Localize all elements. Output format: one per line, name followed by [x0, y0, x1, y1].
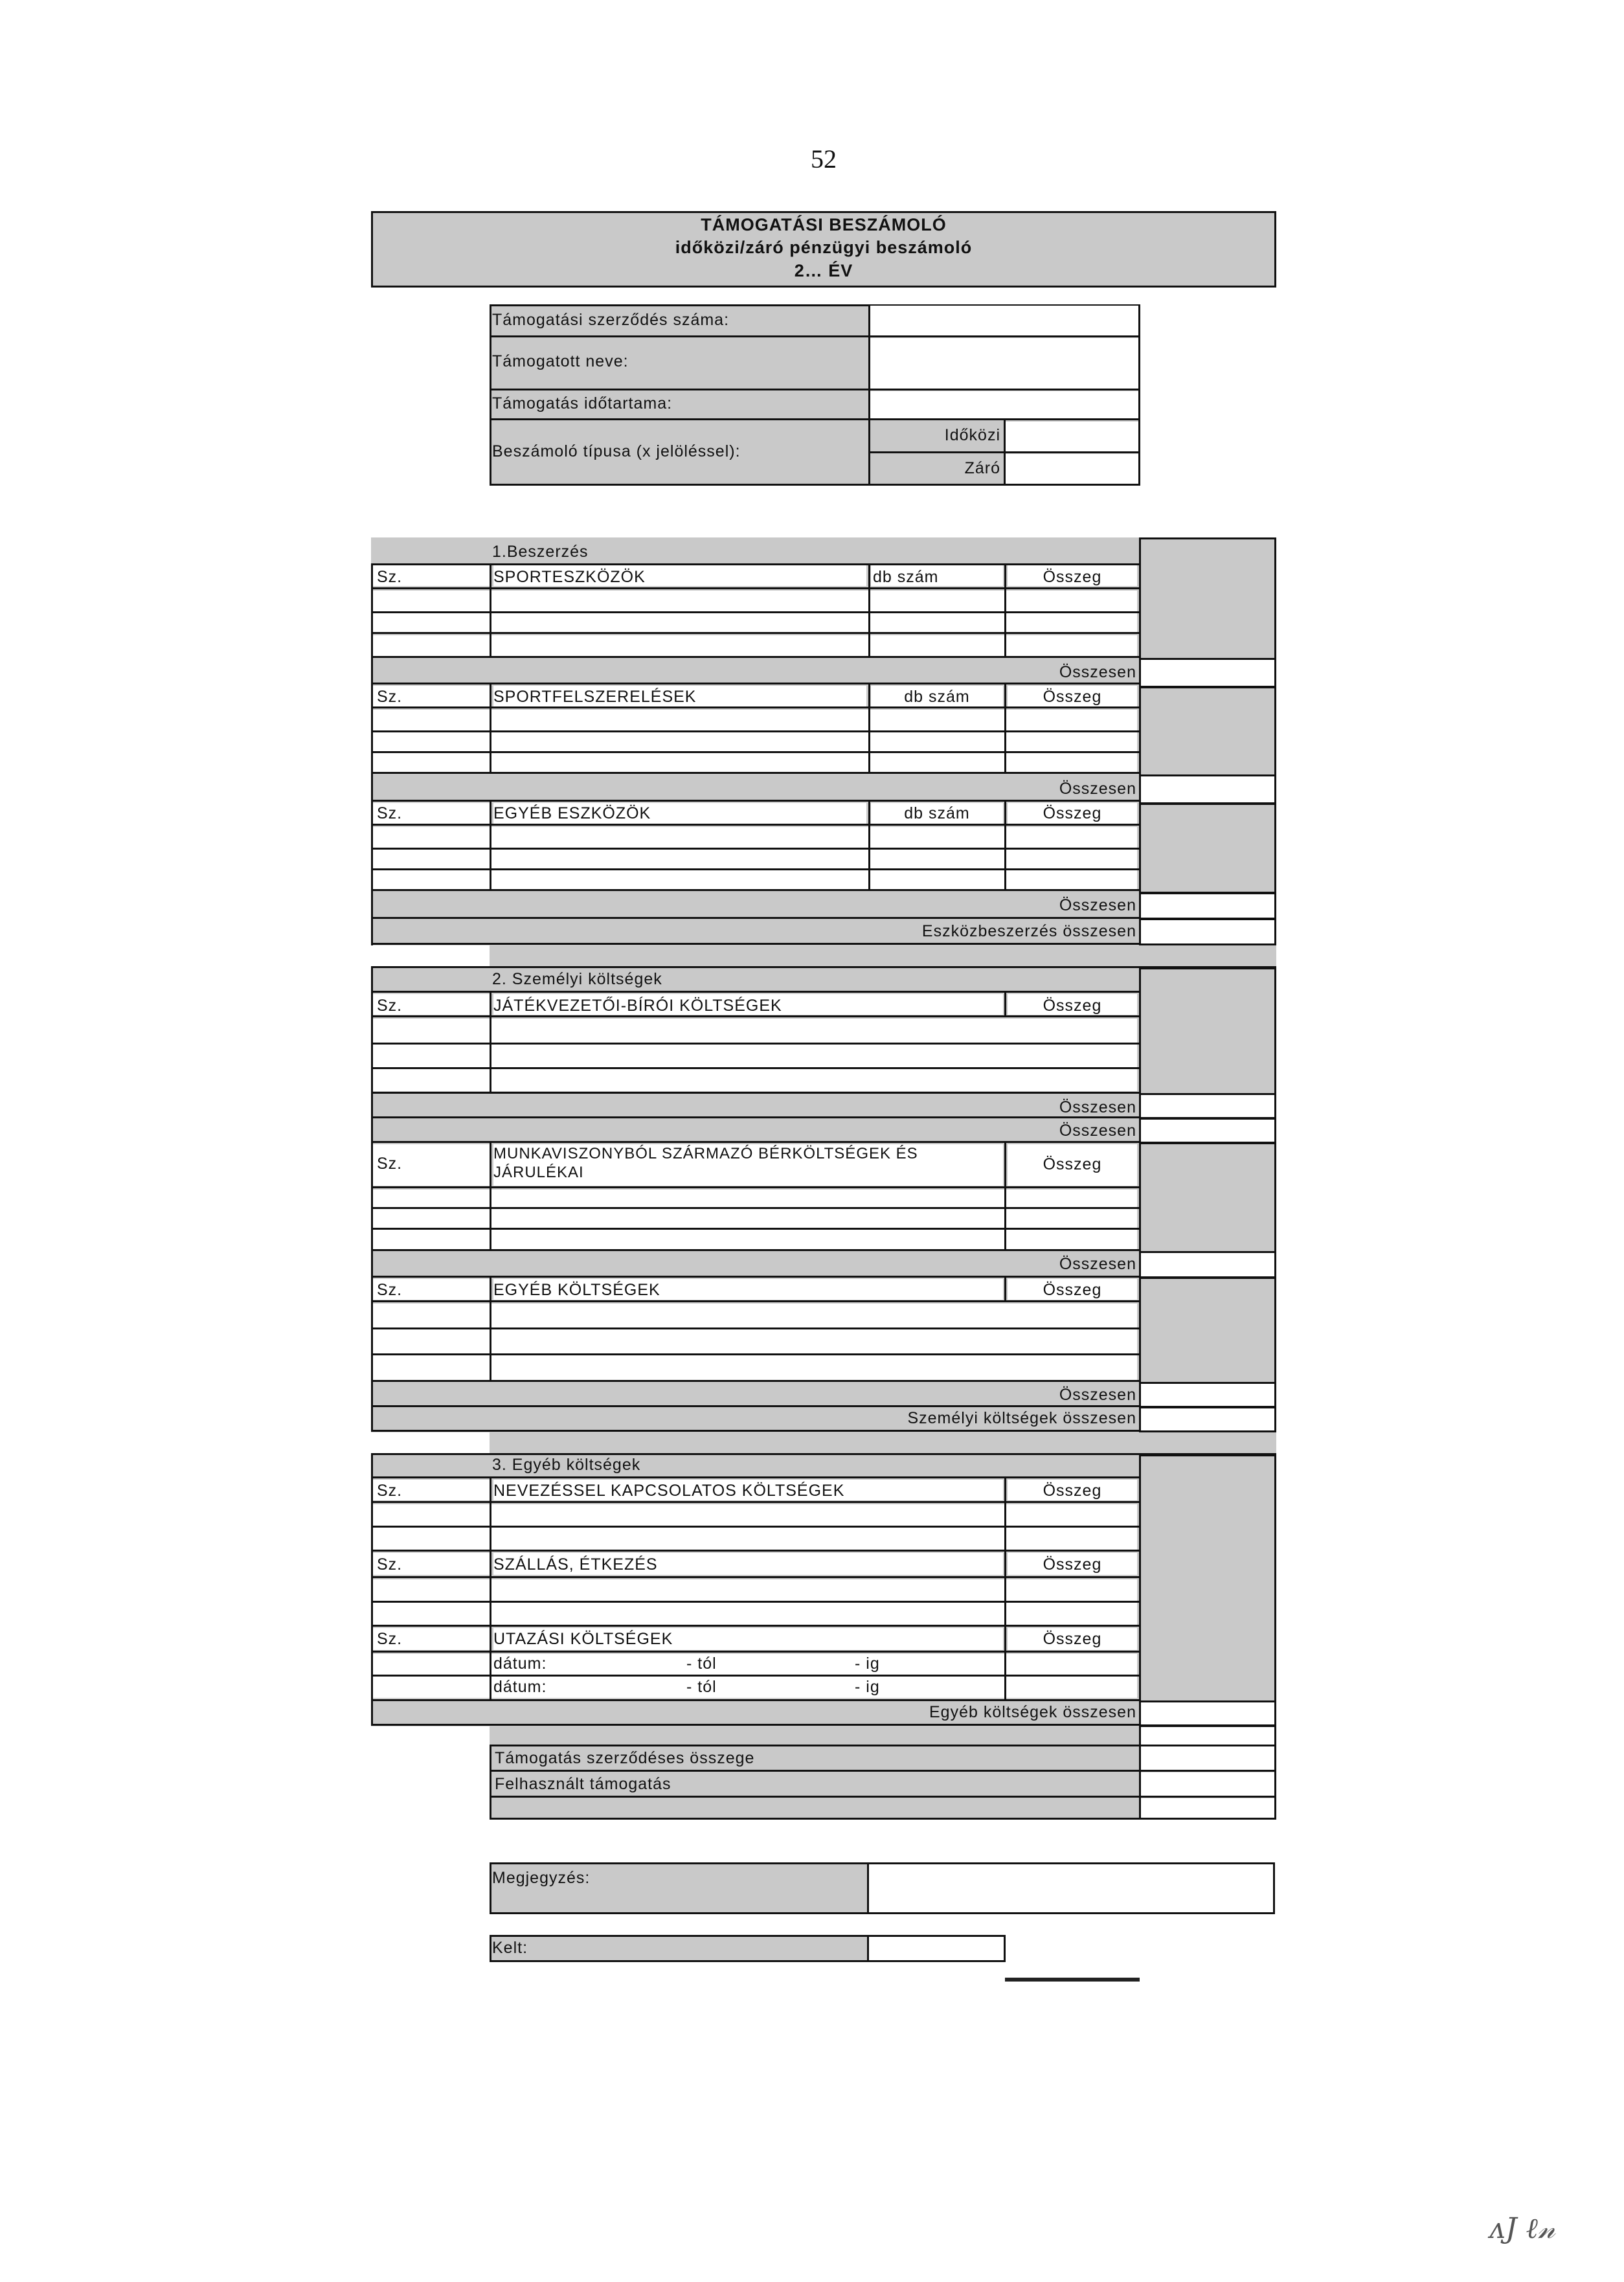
- to-label: - ig: [855, 1678, 880, 1696]
- sports-equipment-total[interactable]: [1139, 658, 1276, 688]
- table-row[interactable]: [373, 1190, 1137, 1249]
- amount-header: Összeg: [1043, 1482, 1102, 1500]
- sz-label: Sz.: [377, 688, 403, 706]
- referee-subtotal[interactable]: [1139, 1093, 1276, 1119]
- from-label: - tól: [686, 1655, 717, 1673]
- sz-label: Sz.: [377, 804, 403, 822]
- subtotal-label: Összesen: [1059, 1098, 1136, 1116]
- sports-gear-total[interactable]: [1139, 774, 1276, 804]
- handwritten-initials: ᴧJ ℓ𝓃: [1489, 2212, 1555, 2245]
- employment-costs-header-line1: MUNKAVISZONYBÓL SZÁRMAZÓ BÉRKÖLTSÉGEK ÉS: [493, 1145, 918, 1162]
- referee-costs-header: JÁTÉKVEZETŐI-BÍRÓI KÖLTSÉGEK: [493, 997, 782, 1015]
- employment-total[interactable]: [1139, 1251, 1276, 1278]
- amount-header: Összeg: [1043, 997, 1102, 1015]
- duration-field[interactable]: [870, 391, 1138, 418]
- sz-label: Sz.: [377, 1555, 403, 1574]
- other-costs-total[interactable]: [1139, 1700, 1276, 1726]
- amount-header: Összeg: [1043, 1555, 1102, 1574]
- personal-costs-total[interactable]: [1139, 1406, 1276, 1432]
- signature-line: [1005, 1978, 1140, 1982]
- duration-label: Támogatás időtartama:: [492, 394, 673, 412]
- sports-gear-header: SPORTFELSZERELÉSEK: [493, 688, 697, 706]
- quantity-header: db szám: [873, 568, 939, 586]
- interim-checkbox[interactable]: [1006, 422, 1138, 451]
- table-row[interactable]: [373, 635, 1137, 656]
- section2-title: 2. Személyi költségek: [492, 970, 662, 988]
- amount-header: Összeg: [1043, 568, 1102, 586]
- accommodation-header: SZÁLLÁS, ÉTKEZÉS: [493, 1555, 658, 1574]
- contract-number-field[interactable]: [870, 306, 1138, 335]
- asset-purchase-total-label: Eszközbeszerzés összesen: [921, 922, 1136, 940]
- used-amount-field[interactable]: [1141, 1772, 1274, 1796]
- amount-header: Összeg: [1043, 1281, 1102, 1299]
- section1-title: 1.Beszerzés: [492, 543, 589, 561]
- beneficiary-label: Támogatott neve:: [492, 352, 629, 370]
- subtotal-label: Összesen: [1059, 1122, 1136, 1140]
- sz-label: Sz.: [377, 997, 403, 1015]
- subtotal-label: Összesen: [1059, 663, 1136, 681]
- asset-purchase-total[interactable]: [1139, 918, 1276, 945]
- interim-label: Időközi: [944, 426, 1000, 444]
- final-checkbox[interactable]: [1006, 454, 1138, 484]
- section3-title: 3. Egyéb költségek: [492, 1456, 641, 1474]
- other-assets-header: EGYÉB ESZKÖZÖK: [493, 804, 651, 822]
- quantity-header: db szám: [904, 688, 970, 706]
- remarks-field[interactable]: [869, 1864, 1273, 1912]
- entry-costs-header: NEVEZÉSSEL KAPCSOLATOS KÖLTSÉGEK: [493, 1482, 845, 1500]
- personal-costs-total-label: Személyi költségek összesen: [907, 1409, 1136, 1427]
- amount-header: Összeg: [1043, 1155, 1102, 1173]
- page-number: 52: [811, 144, 837, 174]
- amount-header: Összeg: [1043, 804, 1102, 822]
- other-personal-costs-header: EGYÉB KÖLTSÉGEK: [493, 1281, 660, 1299]
- table-row[interactable]: [373, 710, 1137, 772]
- report-title: TÁMOGATÁSI BESZÁMOLÓ: [701, 215, 947, 234]
- subtotal-label: Összesen: [1059, 896, 1136, 914]
- contract-number-label: Támogatási szerződés száma:: [492, 311, 730, 329]
- date-field[interactable]: [869, 1937, 1004, 1960]
- sz-label: Sz.: [377, 1155, 403, 1173]
- table-row[interactable]: [373, 827, 1137, 889]
- subtotal-label: Összesen: [1059, 780, 1136, 798]
- subtotal-label: Összesen: [1059, 1386, 1136, 1404]
- travel-costs-header: UTAZÁSI KÖLTSÉGEK: [493, 1630, 673, 1648]
- subtotal-label: Összesen: [1059, 1255, 1136, 1273]
- contract-amount-field[interactable]: [1141, 1746, 1274, 1770]
- to-label: - ig: [855, 1655, 880, 1673]
- sz-label: Sz.: [377, 1281, 403, 1299]
- date-label: dátum:: [493, 1678, 547, 1696]
- used-amount-label: Felhasznált támogatás: [495, 1775, 671, 1793]
- final-label: Záró: [964, 459, 1000, 477]
- employment-costs-header-line2: JÁRULÉKAI: [493, 1164, 584, 1181]
- sz-label: Sz.: [377, 568, 403, 586]
- beneficiary-field[interactable]: [870, 338, 1138, 389]
- table-row[interactable]: [373, 1304, 1137, 1380]
- report-type-label: Beszámoló típusa (x jelöléssel):: [492, 442, 741, 460]
- from-label: - tól: [686, 1678, 717, 1696]
- contract-amount-label: Támogatás szerződéses összege: [495, 1749, 755, 1767]
- remarks-label: Megjegyzés:: [492, 1869, 591, 1887]
- referee-total[interactable]: [1139, 1118, 1276, 1144]
- amount-header: Összeg: [1043, 1630, 1102, 1648]
- date-signed-label: Kelt:: [492, 1939, 528, 1957]
- sz-label: Sz.: [377, 1630, 403, 1648]
- other-personal-total[interactable]: [1139, 1382, 1276, 1408]
- other-costs-total-label: Egyéb költségek összesen: [929, 1703, 1136, 1721]
- report-subtitle: időközi/záró pénzügyi beszámoló: [675, 238, 973, 257]
- table-row[interactable]: [373, 1019, 1137, 1091]
- other-assets-total[interactable]: [1139, 892, 1276, 920]
- sports-equipment-header: SPORTESZKÖZÖK: [493, 568, 646, 586]
- report-year: 2… ÉV: [794, 261, 853, 280]
- amount-header: Összeg: [1043, 688, 1102, 706]
- sz-label: Sz.: [377, 1482, 403, 1500]
- date-label: dátum:: [493, 1655, 547, 1673]
- quantity-header: db szám: [904, 804, 970, 822]
